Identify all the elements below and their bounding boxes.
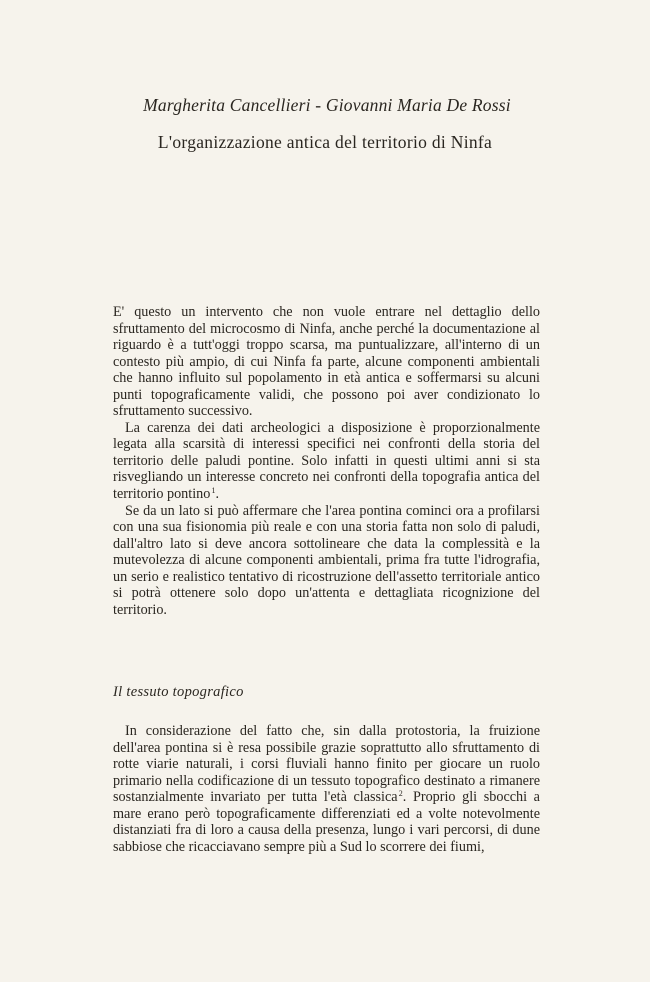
paragraph-2-tail: .	[215, 486, 220, 503]
paragraph-1-text: E' questo un intervento che non vuole entrare nel dettaglio dello sfruttamento del microcosmo di Ninfa, anche perché la documentazione al riguardo è a tutt'oggi troppo scarsa, ma puntualizzare, all'interno di un contesto più ampio, di cui Ninfa fa parte, alcune componenti ambientali che hanno influito sul popolamento in età antica e soffermarsi su alcuni punti topograficamente validi, che possono poi aver condizionato lo sfruttamento successivo.	[113, 304, 540, 420]
paragraph-2-text: La carenza dei dati archeologici a disposizione è proporzionalmente legata alla scarsità di interessi specifici nei confronti della storia del territorio delle paludi pontine. Solo infatti in questi ultimi anni si sta risvegliando un interesse concreto nei confronti della topografia antica del territorio pontino	[113, 419, 540, 503]
paragraph-2	[113, 420, 540, 503]
footnote-ref-2[interactable]: 2	[398, 789, 403, 799]
paragraph-4	[113, 723, 540, 855]
paragraph-1	[113, 304, 540, 420]
article-title: L'organizzazione antica del territorio di Ninfa	[157, 132, 493, 152]
footnote-ref-1[interactable]: 1	[211, 486, 216, 496]
section-text	[113, 723, 540, 855]
paragraph-3-text: Se da un lato si può affermare che l'area pontina cominci ora a profilarsi con una sua fisionomia più reale e con una storia fatta non solo di paludi, dall'altro lato si deve ancora sottolineare che data la complessità e la mutevolezza di alcune componenti ambientali, prima fra tutte l'idrografia, un serio e realistico tentativo di ricostruzione dell'assetto territoriale antico si potrà ottenere solo dopo un'attenta e dettagliata ricognizione del territorio.	[113, 502, 540, 618]
section-heading: Il tessuto topografico	[113, 684, 244, 700]
intro-text	[113, 304, 540, 618]
paragraph-4-text: In considerazione del fatto che, sin dalla protostoria, la fruizione dell'area pontina si è resa possibile grazie soprattutto allo sfruttamento di rotte viarie naturali, i corsi fluviali hanno finito per giocare un ruolo primario nella codificazione di un tessuto topografico destinato a rimanere sostanzialmente invariato per tutta l'età classica	[113, 723, 540, 806]
paragraph-3	[113, 503, 540, 619]
paragraph-4-continuation: . Proprio gli sbocchi a mare erano però topograficamente differenziati ed a volte notevolmente distanziati fra di loro a causa della presenza, lungo i vari percorsi, di dune sabbiose che ricacciavano sempre più a Sud lo scorrere dei fiumi,	[113, 789, 540, 855]
article-authors: Margherita Cancellieri - Giovanni Maria De Rossi	[143, 95, 511, 115]
